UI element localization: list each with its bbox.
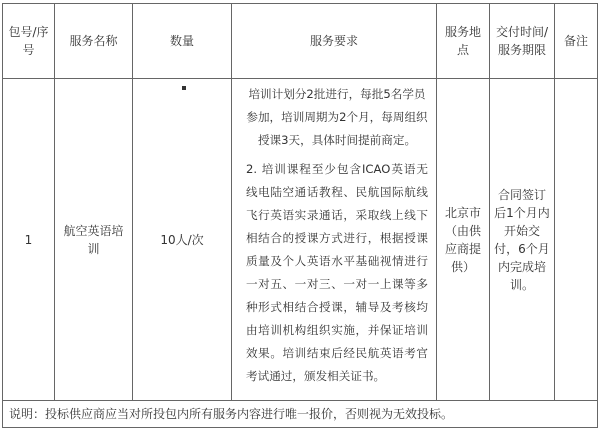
bullet-icon <box>182 86 186 90</box>
requirement-paragraph-2: 2. 培训课程至少包含ICAO英语无线电陆空通话教程、民航国际航线飞行英语实录通话，采取线上线下相结合的授课方式进行，根据授课质量及个人英语水平基础视情进行一对五、一对三、一对一上课等多种形式相结合授课，辅导及考核均由培训机构组织实施，并保证培训效果。培训结束后经民航英语考官考试通过，颁发相关证书。 <box>246 162 428 383</box>
cell-requirements <box>232 79 437 401</box>
header-package-no: 包号/序号 <box>3 4 55 79</box>
header-location: 服务地点 <box>437 4 490 79</box>
header-requirements: 服务要求 <box>232 4 437 79</box>
cell-delivery: 合同签订后1个月内开始交付，6个月内完成培训。 <box>490 79 555 401</box>
header-remark: 备注 <box>555 4 598 79</box>
cell-location: 北京市（由供应商提供） <box>437 79 490 401</box>
header-quantity: 数量 <box>133 4 232 79</box>
cell-service-name: 航空英语培训 <box>55 79 133 401</box>
note-text: 说明：投标供应商应当对所投包内所有服务内容进行唯一报价，否则视为无效投标。 <box>3 401 598 428</box>
procurement-table <box>2 3 598 428</box>
cell-index: 1 <box>3 79 55 401</box>
header-delivery: 交付时间/服务期限 <box>490 4 555 79</box>
cell-remark <box>555 79 598 401</box>
header-row <box>3 4 598 79</box>
table-row <box>3 79 598 401</box>
note-row <box>3 401 598 428</box>
requirement-paragraph-1: 培训计划分2批进行，每批5名学员参加，培训周期为2个月，每周组织授课3天，具体时间提前商定。 <box>246 87 428 147</box>
cell-quantity: 10人/次 <box>133 79 232 401</box>
header-service-name: 服务名称 <box>55 4 133 79</box>
